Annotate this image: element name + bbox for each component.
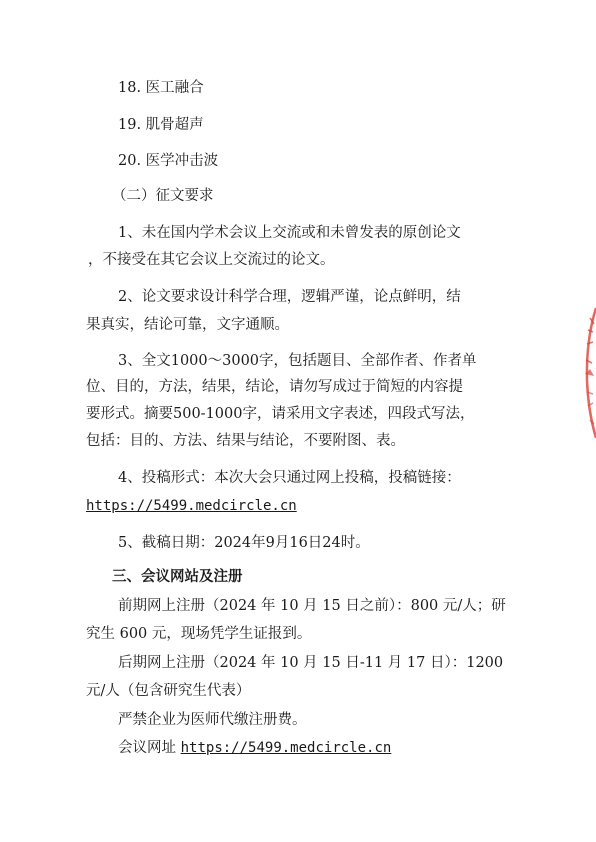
reg-late-line2: 元/人（包含研究生代表） — [86, 683, 251, 699]
topic-20: 20. 医学冲击波 — [118, 153, 219, 169]
reg-ban-notice: 严禁企业为医师代缴注册费。 — [118, 712, 307, 728]
topic-18: 18. 医工融合 — [118, 80, 204, 96]
website-label: 会议网址 — [118, 740, 181, 756]
req5-deadline: 5、截稿日期：2024年9月16日24时。 — [118, 535, 370, 551]
website-row — [118, 739, 391, 757]
reg-early-line2: 究生 600 元，现场凭学生证报到。 — [86, 626, 312, 642]
reg-early-line1: 前期网上注册（2024 年 10 月 15 日之前）：800 元/人；研 — [118, 598, 506, 614]
section-3-heading: 三、会议网站及注册 — [112, 568, 243, 585]
req1-line1: 1、未在国内学术会议上交流或和未曾发表的原创论文 — [118, 225, 461, 241]
req4-line1: 4、投稿形式：本次大会只通过网上投稿，投稿链接： — [118, 470, 461, 486]
req2-line2: 果真实，结论可靠，文字通顺。 — [86, 317, 289, 333]
req1-line2: ，不接受在其它会议上交流过的论文。 — [88, 252, 335, 268]
website-link[interactable]: https://5499.medcircle.cn — [180, 740, 392, 756]
reg-late-line1: 后期网上注册（2024 年 10 月 15 日-11 月 17 日）：1200 — [118, 655, 504, 671]
req2-line1: 2、论文要求设计科学合理，逻辑严谨，论点鲜明，结 — [118, 289, 461, 305]
req3-line3: 要形式。摘要500-1000字，请采用文字表述，四段式写法， — [86, 406, 475, 422]
req3-line2: 位、目的，方法，结果，结论，请勿写成过于简短的内容提 — [86, 379, 463, 395]
req3-line1: 3、全文1000～3000字，包括题目、全部作者、作者单 — [118, 353, 477, 369]
seal-arc-icon — [568, 300, 596, 445]
section-2-heading: （二）征文要求 — [112, 188, 214, 204]
req3-line4: 包括：目的、方法、结果与结论，不要附图、表。 — [86, 433, 405, 449]
official-seal-fragment — [568, 300, 596, 445]
submission-link[interactable]: https://5499.medcircle.cn — [86, 498, 297, 514]
topic-19: 19. 肌骨超声 — [118, 117, 204, 133]
